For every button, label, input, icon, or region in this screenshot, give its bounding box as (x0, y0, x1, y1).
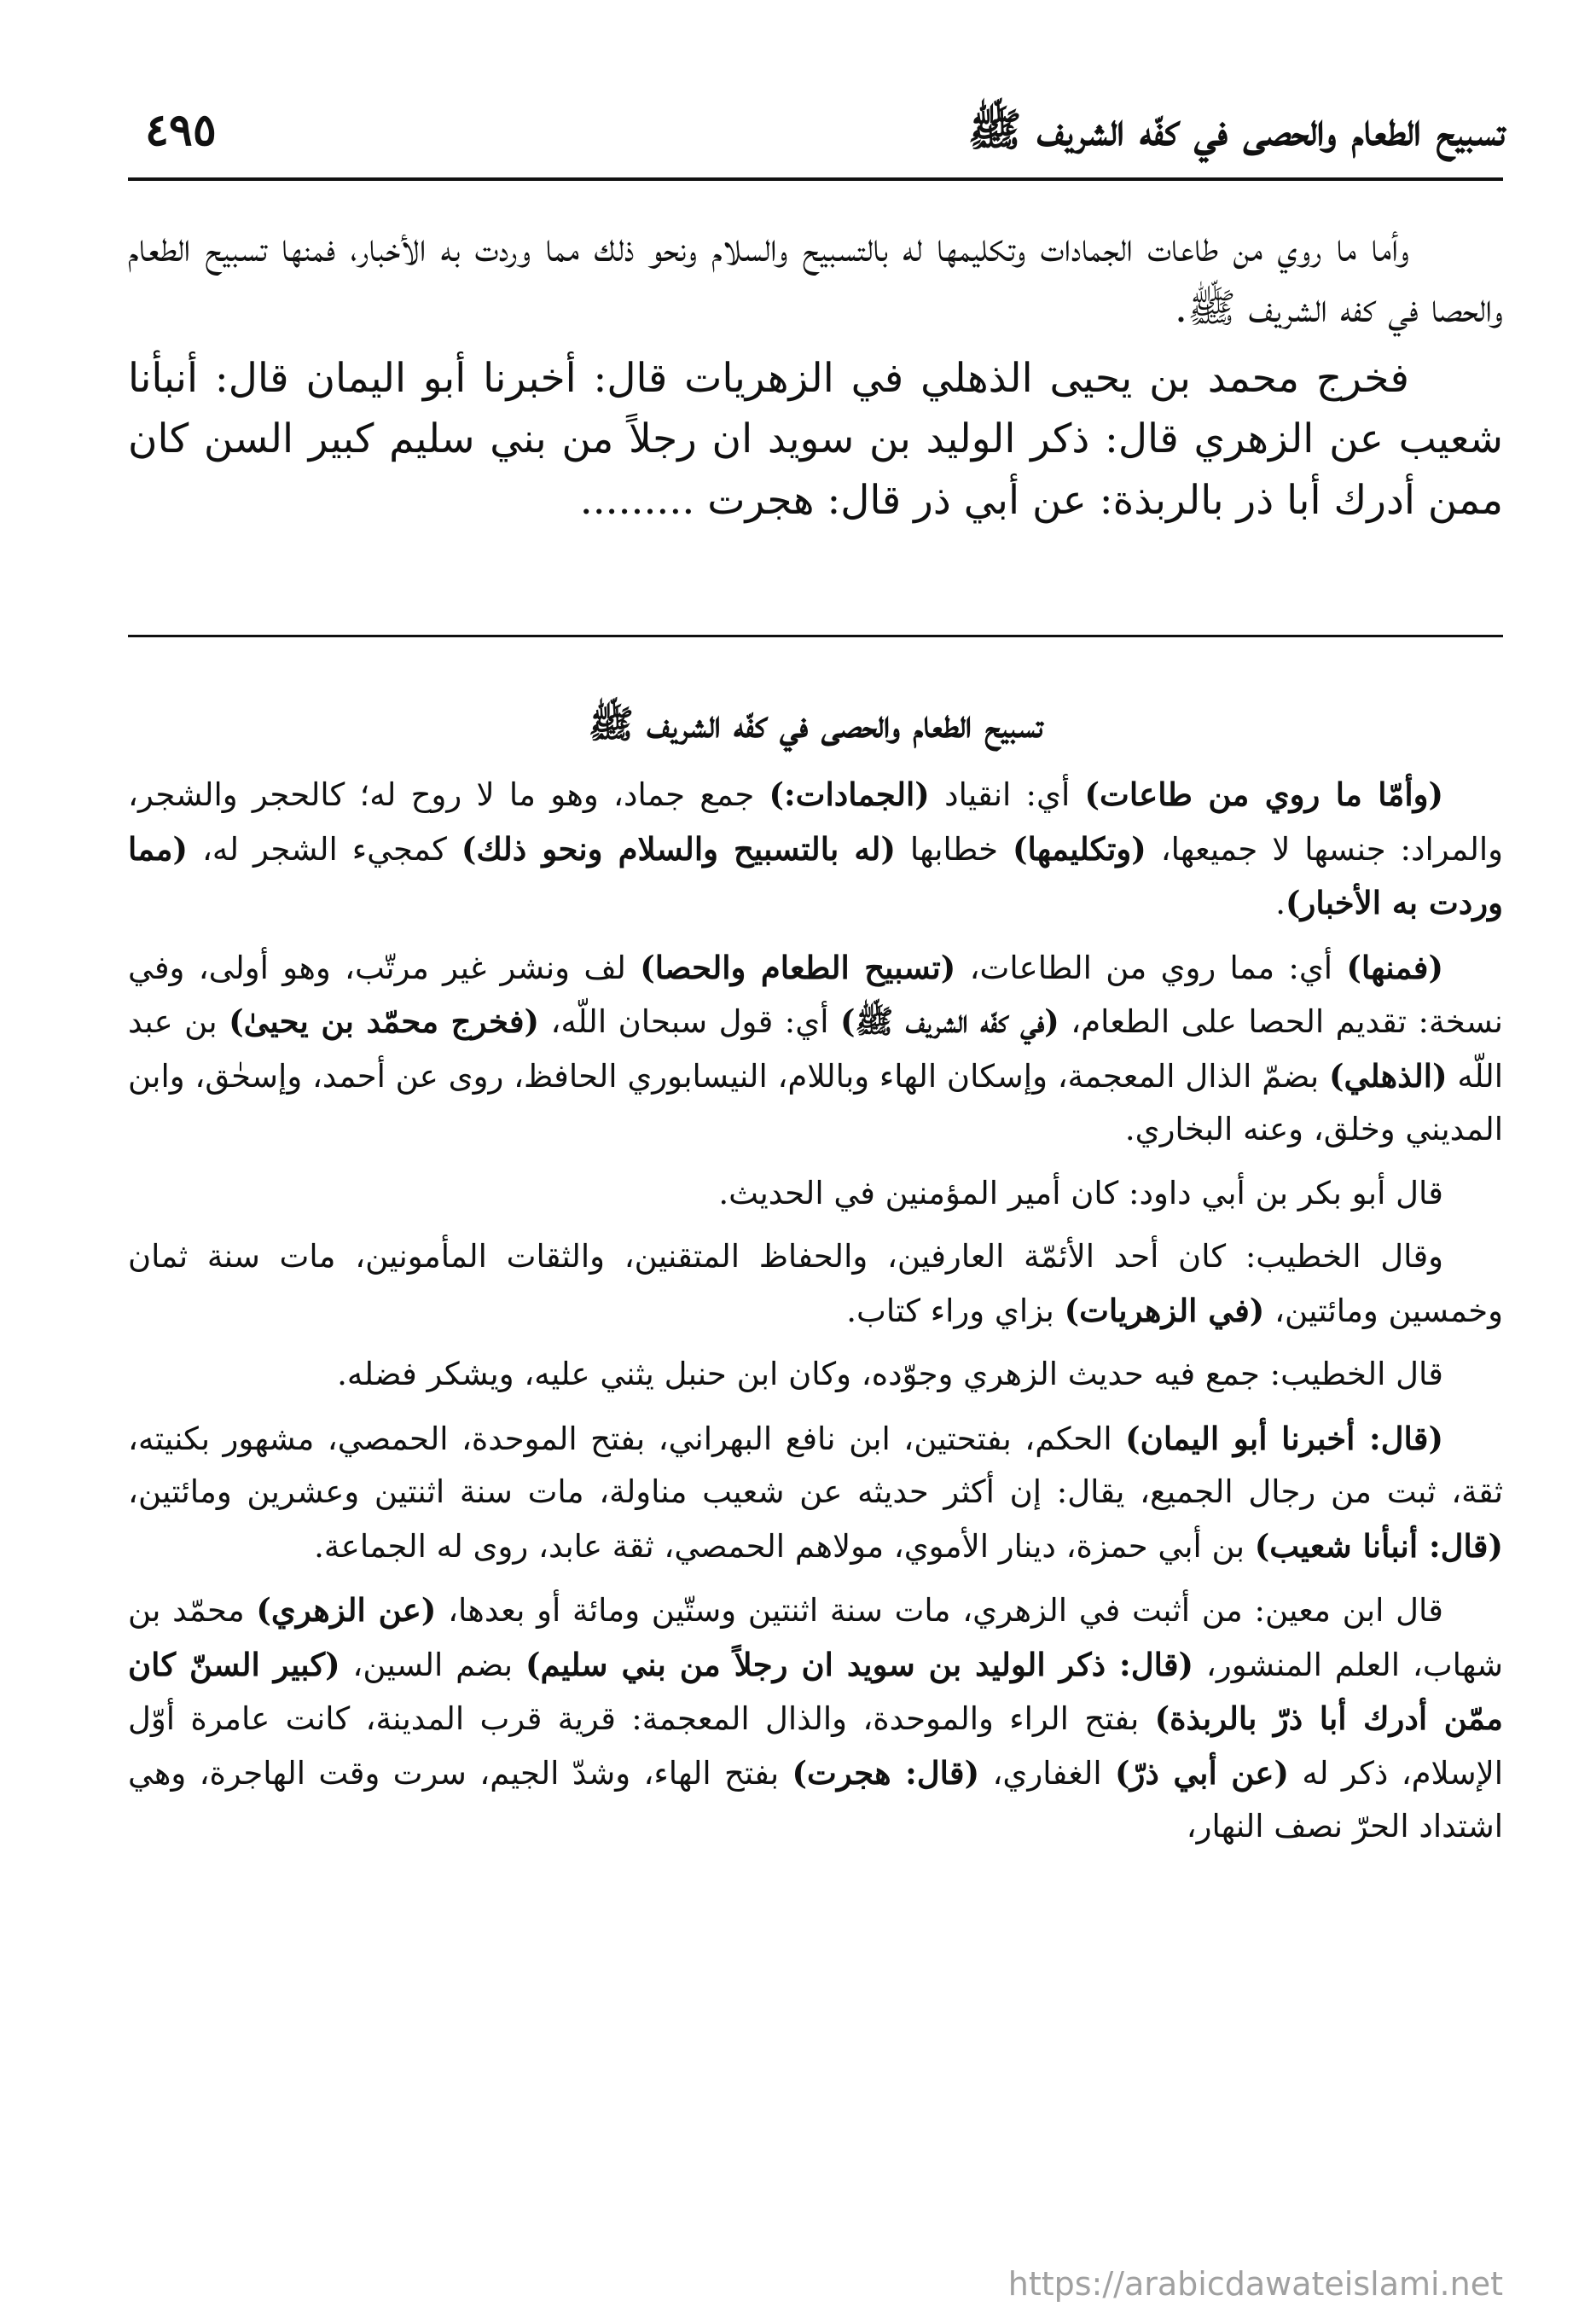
commentary-text: محمّد بن شهاب، العلم المنشور، (128, 1592, 1504, 1683)
commentary-text: أي: انقياد (929, 776, 1085, 813)
quoted-text: (عن الزهري) (256, 1591, 437, 1630)
commentary-paragraph (128, 1230, 1503, 1338)
commentary-text: بن أبي حمزة، دينار الأموي، مولاهم الحمصي، ثقة عابد، روى له الجماعة. (314, 1527, 1255, 1565)
commentary-text: خطابها (895, 830, 1013, 868)
text-separator-rule (128, 635, 1503, 637)
quoted-text: (تسبيح الطعام والحصا) (640, 948, 956, 986)
quoted-text: (الذهلي) (1329, 1056, 1448, 1095)
commentary-text: كمجيء الشجر له، (188, 830, 461, 868)
quoted-text: (وتكليمها) (1013, 829, 1146, 868)
quoted-text: (الجمادات:) (769, 776, 930, 813)
watermark-url: https://arabicdawateislami.net (1007, 2265, 1503, 2303)
commentary-text: قال الخطيب: جمع فيه حديث الزهري وجوّده، وكان ابن حنبل يثني عليه، ويشكر فضله. (337, 1356, 1443, 1393)
commentary-paragraph (128, 1167, 1503, 1221)
header-rule (128, 177, 1503, 181)
commentary-text: قال ابن معين: من أثبت في الزهري، مات سنة اثنتين وستّين ومائة أو بعدها، (436, 1592, 1443, 1630)
commentary-paragraph (128, 1583, 1503, 1854)
commentary-paragraph (128, 1348, 1503, 1402)
quoted-text: (قال: ذكر الوليد بن سويد ان رجلاً من بني سليم) (525, 1645, 1194, 1683)
quoted-text: (قال: أنبأنا شعيب) (1254, 1526, 1503, 1565)
main-text (128, 218, 1503, 539)
quoted-text: (فخرج محمّد بن يحيىٰ) (229, 1002, 540, 1041)
page-header (128, 96, 1505, 166)
commentary-text: بن عبد اللّه (128, 1003, 1503, 1095)
commentary-text: جمع جماد، وهو ما لا روح له؛ كالحجر والشجر، والمراد: جنسها لا جميعها، (128, 776, 1504, 868)
quoted-text: (كبير السنّ كان ممّن أدرك أبا ذرّ بالربذة) (128, 1645, 1503, 1738)
quoted-text: (قال: أخبرنا أبو اليمان) (1125, 1419, 1443, 1457)
commentary-paragraph (128, 768, 1503, 931)
main-text-paragraph: فخرج محمد بن يحيى الذهلي في الزهريات قال: أخبرنا أبو اليمان قال: أنبأنا شعيب عن الزهري قال: ذكر الوليد بن سويد ان رجلاً من بني سليم كبير السن كان ممن أدرك أبا ذر بالربذة: عن أبي ذر قال: هجرت ......... (128, 354, 1503, 524)
quoted-text: (في كفّه الشريف ﷺ) (839, 1002, 1059, 1041)
commentary-text: بضم السين، (340, 1646, 525, 1683)
commentary-text: أي: مما روي من الطاعات، (955, 949, 1347, 986)
commentary-text: الغفاري، (979, 1754, 1116, 1792)
quoted-text: (له بالتسبيح والسلام ونحو ذلك) (461, 829, 896, 868)
page-number: ٤٩٥ (145, 104, 217, 156)
commentary-paragraph (128, 941, 1503, 1157)
quoted-text: (مما وردت به الأخبار) (128, 829, 1503, 922)
commentary-text: بضمّ الذال المعجمة، وإسكان الهاء وباللام، النيسابوري الحافظ، روى عن أحمد، وإسحٰق، وابن المديني وخلق، وعنه البخاري. (128, 1057, 1503, 1148)
commentary-text: بفتح الهاء، وشدّ الجيم، سرت وقت الهاجرة، وهي اشتداد الحرّ نصف النهار، (128, 1754, 1503, 1845)
quoted-text: (وأمّا ما روي من طاعات) (1084, 776, 1443, 813)
main-text-paragraph: وأما ما روي من طاعات الجمادات وتكليمها له بالتسبيح والسلام ونحو ذلك مما وردت به الأخبار، فمنها تسبيح الطعام والحصا في كفه الشريف ﷺ. (128, 224, 1503, 333)
commentary-paragraph (128, 1412, 1503, 1574)
quoted-text: (في الزهريات) (1064, 1291, 1265, 1329)
commentary (128, 768, 1503, 1864)
commentary-title: تسبيح الطعام والحصى في كفّه الشريف ﷺ (588, 703, 1043, 747)
commentary-text: بفتح الراء والموحدة، والذال المعجمة: قرية قرب المدينة، كانت عامرة أوّل الإسلام، ذكر له (128, 1700, 1504, 1792)
quoted-text: (فمنها) (1346, 948, 1443, 986)
commentary-text: الحكم، بفتحتين، ابن نافع البهراني، بفتح الموحدة، الحمصي، مشهور بكنيته، ثقة، ثبت من رجال الجميع، يقال: إن أكثر حديثه عن شعيب مناولة، مات سنة اثنتين وعشرين ومائتين، (128, 1420, 1503, 1511)
commentary-text: بزاي وراء كتاب. (846, 1292, 1065, 1329)
commentary-text: . (1275, 885, 1286, 922)
commentary-text: وقال الخطيب: كان أحد الأئمّة العارفين، والحفاظ المتقنين، والثقات المأمونين، مات سنة ثمان وخمسين ومائتين، (128, 1238, 1503, 1329)
running-title: تسبيح الطعام والحصى في كفّه الشريف ﷺ (967, 104, 1505, 156)
quoted-text: (عن أبي ذرّ) (1115, 1753, 1289, 1792)
quoted-text: (قال: هجرت) (792, 1753, 980, 1792)
commentary-text: أي: قول سبحان اللّه، (539, 1003, 840, 1041)
commentary-text: قال أبو بكر بن أبي داود: كان أمير المؤمنين في الحديث. (718, 1174, 1443, 1211)
commentary-text: لف ونشر غير مرتّب، وهو أولى، وفي نسخة: تقديم الحصا على الطعام، (128, 949, 1503, 1041)
